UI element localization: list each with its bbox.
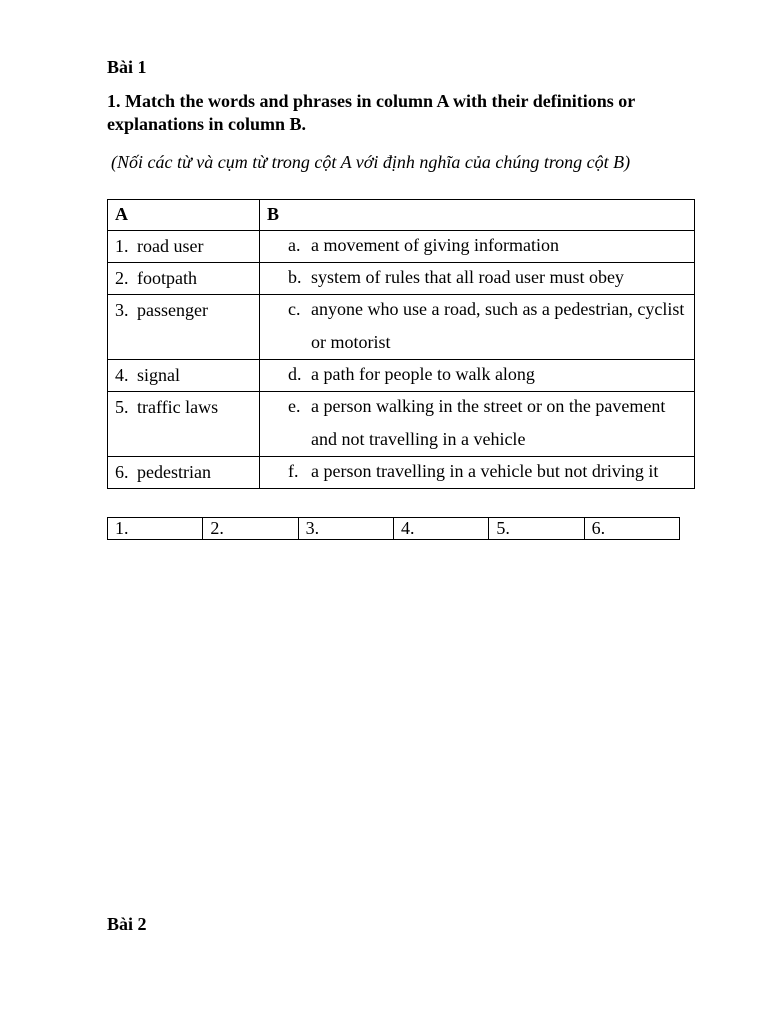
- answer-cell-5[interactable]: 5.: [489, 518, 584, 540]
- table-row: [108, 231, 695, 263]
- definition-letter: f.: [288, 461, 299, 481]
- definition-text: a person travelling in a vehicle but not driving it: [311, 461, 659, 481]
- exercise-2-title: Bài 2: [107, 914, 147, 934]
- column-b-cell: [260, 392, 695, 457]
- item-word: footpath: [137, 268, 197, 288]
- item-number: 5.: [115, 397, 129, 417]
- definition-letter: c.: [288, 299, 301, 319]
- answer-row: [108, 518, 680, 540]
- answer-cell-2[interactable]: 2.: [203, 518, 298, 540]
- table-row: [108, 457, 695, 489]
- definition-letter: b.: [288, 267, 302, 287]
- column-b-cell: [260, 263, 695, 295]
- definition-letter: d.: [288, 364, 302, 384]
- matching-table-header-row: [108, 200, 695, 231]
- column-b-cell: [260, 360, 695, 392]
- instruction-translation: (Nối các từ và cụm từ trong cột A với định nghĩa của chúng trong cột B): [111, 152, 631, 172]
- item-word: road user: [137, 236, 204, 256]
- item-number: 4.: [115, 365, 129, 385]
- column-a-cell: [108, 295, 260, 360]
- table-row: [108, 392, 695, 457]
- item-number: 6.: [115, 462, 129, 482]
- column-a-cell: [108, 392, 260, 457]
- column-b-cell: [260, 295, 695, 360]
- table-row: [108, 295, 695, 360]
- exercise-1-title: Bài 1: [107, 57, 147, 77]
- item-word: passenger: [137, 300, 208, 320]
- column-b-cell: [260, 457, 695, 489]
- answer-cell-6[interactable]: 6.: [584, 518, 679, 540]
- item-word: traffic laws: [137, 397, 219, 417]
- table-row: [108, 360, 695, 392]
- exercise-instruction: 1. Match the words and phrases in column A with their definitions or explanations in column B.: [107, 91, 635, 134]
- item-number: 3.: [115, 300, 129, 320]
- column-b-header: B: [260, 200, 695, 231]
- answer-cell-3[interactable]: 3.: [298, 518, 393, 540]
- item-word: signal: [137, 365, 180, 385]
- table-row: [108, 263, 695, 295]
- answer-cell-4[interactable]: 4.: [393, 518, 488, 540]
- column-b-cell: [260, 231, 695, 263]
- item-number: 1.: [115, 236, 129, 256]
- column-a-header: A: [108, 200, 260, 231]
- column-a-cell: [108, 231, 260, 263]
- item-number: 2.: [115, 268, 129, 288]
- matching-table: [107, 199, 695, 489]
- answer-table: [107, 517, 680, 540]
- definition-letter: a.: [288, 235, 301, 255]
- definition-text: a person walking in the street or on the pavement and not travelling in a vehicle: [311, 396, 666, 449]
- column-a-cell: [108, 263, 260, 295]
- definition-letter: e.: [288, 396, 301, 416]
- item-word: pedestrian: [137, 462, 211, 482]
- definition-text: a movement of giving information: [311, 235, 559, 255]
- definition-text: system of rules that all road user must obey: [311, 267, 624, 287]
- column-a-cell: [108, 360, 260, 392]
- definition-text: a path for people to walk along: [311, 364, 535, 384]
- definition-text: anyone who use a road, such as a pedestrian, cyclist or motorist: [311, 299, 685, 352]
- column-a-cell: [108, 457, 260, 489]
- answer-cell-1[interactable]: 1.: [108, 518, 203, 540]
